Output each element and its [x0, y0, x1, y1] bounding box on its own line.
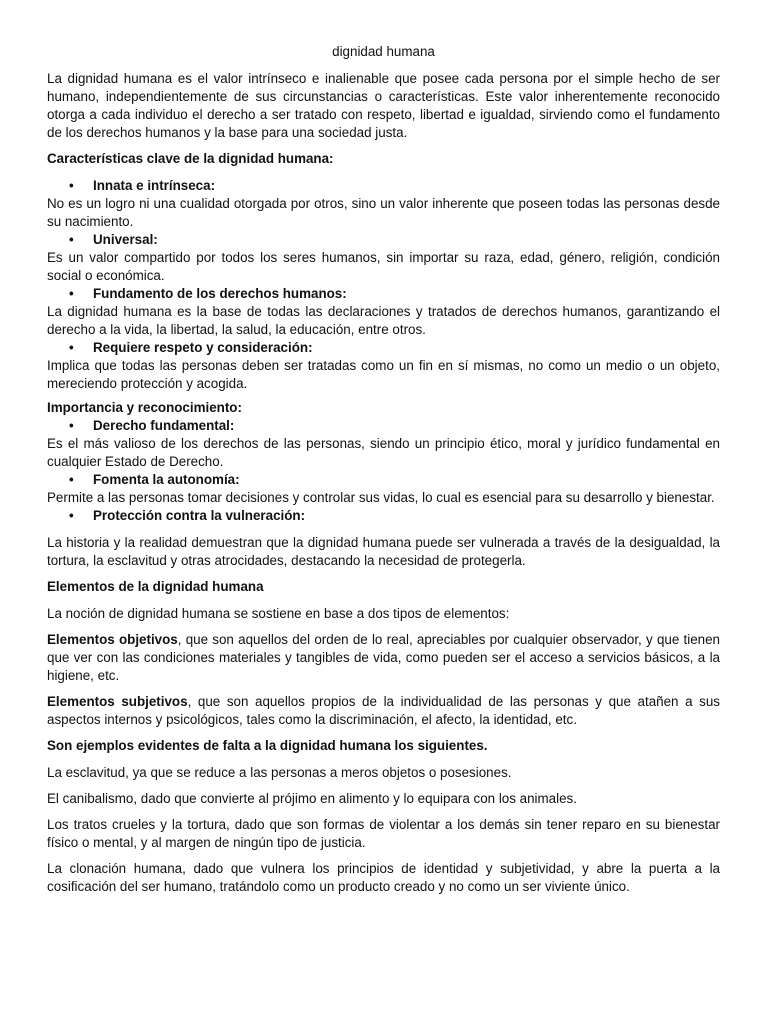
bullet-description: Implica que todas las personas deben ser tratadas como un fin en sí mismas, no como un medio o un objeto, mereciendo protección y acogida. — [47, 358, 720, 391]
historia-paragraph: La historia y la realidad demuestran que la dignidad humana puede ser vulnerada a través de la desigualdad, la tortura, la esclavitud y otras atrocidades, destacando la necesidad de protegerla. — [47, 535, 720, 568]
caracteristicas-heading: Características clave de la dignidad humana: — [47, 151, 334, 166]
bullet-icon: • — [69, 418, 74, 433]
intro-paragraph: La dignidad humana es el valor intrínseco e inalienable que posee cada persona por el simple hecho de ser humano, independientemente de sus circunstancias o características. Este valor inherentemente reconocido otorga a cada individuo el derecho a ser tratado con respeto, libertad e igualdad, sirviendo como el fundamento de los derechos humanos y la base para una sociedad justa. — [47, 71, 720, 140]
bullet-icon: • — [69, 178, 74, 193]
ejemplo-paragraph: La esclavitud, ya que se reduce a las personas a meros objetos o posesiones. — [47, 765, 512, 780]
ejemplo-paragraph: La clonación humana, dado que vulnera los principios de identidad y subjetividad, y abre la puerta a la cosificación del ser humano, tratándolo como un producto creado y no como un ser viviente único. — [47, 861, 720, 894]
caracteristicas-list — [47, 177, 720, 393]
document-title: dignidad humana — [332, 44, 435, 59]
bullet-description: La dignidad humana es la base de todas las declaraciones y tratados de derechos humanos, garantizando el derecho a la vida, la libertad, la salud, la educación, entre otros. — [47, 304, 720, 337]
bullet-item — [47, 417, 720, 435]
bullet-description: No es un logro ni una cualidad otorgada por otros, sino un valor inherente que poseen todas las personas desde su nacimiento. — [47, 196, 720, 229]
bullet-icon: • — [69, 286, 74, 301]
bullet-description: Es un valor compartido por todos los seres humanos, sin importar su raza, edad, género, religión, condición social o económica. — [47, 250, 720, 283]
elementos-intro: La noción de dignidad humana se sostiene en base a dos tipos de elementos: — [47, 606, 510, 621]
bullet-description: Permite a las personas tomar decisiones y controlar sus vidas, lo cual es esencial para su desarrollo y bienestar. — [47, 490, 715, 505]
bullet-item — [47, 507, 720, 525]
bullet-item — [47, 339, 720, 357]
elementos-subjetivos-text: , que son aquellos propios de la individualidad de las personas y que atañen a sus aspectos internos y psicológicos, tales como la discriminación, el afecto, la identidad, etc. — [47, 694, 720, 727]
bullet-label: Innata e intrínseca: — [93, 178, 216, 193]
bullet-item — [47, 177, 720, 195]
elementos-objetivos-label: Elementos objetivos — [47, 632, 178, 647]
bullet-icon: • — [69, 472, 74, 487]
elementos-heading: Elementos de la dignidad humana — [47, 579, 264, 594]
ejemplos-heading: Son ejemplos evidentes de falta a la dignidad humana los siguientes. — [47, 738, 488, 753]
importancia-list — [47, 417, 720, 525]
bullet-label: Protección contra la vulneración: — [93, 508, 306, 523]
bullet-label: Fomenta la autonomía: — [93, 472, 240, 487]
bullet-label: Requiere respeto y consideración: — [93, 340, 313, 355]
ejemplo-paragraph: El canibalismo, dado que convierte al prójimo en alimento y lo equipara con los animales. — [47, 791, 577, 806]
ejemplo-paragraph: Los tratos crueles y la tortura, dado que son formas de violentar a los demás sin tener reparo en su bienestar físico o mental, y al margen de ningún tipo de justicia. — [47, 817, 720, 850]
bullet-description: Es el más valioso de los derechos de las personas, siendo un principio ético, moral y jurídico fundamental en cualquier Estado de Derecho. — [47, 436, 720, 469]
bullet-label: Derecho fundamental: — [93, 418, 235, 433]
bullet-label: Fundamento de los derechos humanos: — [93, 286, 347, 301]
bullet-label: Universal: — [93, 232, 158, 247]
bullet-icon: • — [69, 232, 74, 247]
bullet-item — [47, 471, 720, 489]
elementos-subjetivos-label: Elementos subjetivos — [47, 694, 188, 709]
elementos-objetivos-paragraph — [47, 631, 720, 685]
bullet-icon: • — [69, 508, 74, 523]
document-body — [47, 43, 720, 904]
elementos-subjetivos-paragraph — [47, 693, 720, 729]
importancia-heading: Importancia y reconocimiento: — [47, 400, 242, 415]
elementos-objetivos-text: , que son aquellos del orden de lo real, apreciables por cualquier observador, y que tienen que ver con las condiciones materiales y tangibles de vida, como pueden ser el acceso a servicios básicos, a la higiene, etc. — [47, 632, 721, 683]
bullet-item — [47, 231, 720, 249]
bullet-icon: • — [69, 340, 74, 355]
bullet-item — [47, 285, 720, 303]
